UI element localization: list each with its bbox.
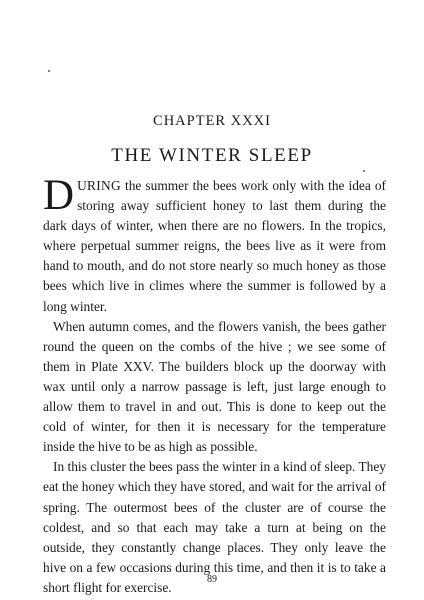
- page-number: 89: [207, 574, 217, 585]
- chapter-title: THE WINTER SLEEP: [111, 145, 313, 166]
- paragraph-1: [43, 172, 386, 317]
- paper-speck: [363, 170, 365, 172]
- chapter-label: CHAPTER XXXI: [153, 113, 271, 129]
- chapter-body: [43, 172, 386, 598]
- paragraph-2: [43, 317, 386, 458]
- paragraph-1-text: the summer the bees work only with the idea of storing away sufficient honey to last them during the dark days of winter, when there are no flowers. In the tropics, where perpetual summer reigns, the bees live as it were from hand to mouth, and do not store nearly so much honey as those bees which live in climes where the summer is followed by a long winter.: [43, 178, 386, 314]
- paragraph-2-text: When autumn comes, and the flowers vanish, the bees gather round the queen on the combs of the hive ; we see some of them in Plate XXV. The builders block up the doorway with wax until only a narrow passage is left, just large enough to allow them to travel in and out. This is done to keep out the cold of winter, for then it is necessary for the temperature inside the hive to be as high as possible.: [43, 318, 386, 455]
- drop-cap: D: [43, 172, 75, 219]
- paragraph-3-text: In this cluster the bees pass the winter in a kind of sleep. They eat the honey which they have stored, and wait for the arrival of spring. The outermost bees of the cluster are of course the coldest, and so that each may take a turn at being on the outside, they constantly change places. They only leave the hive on a few occasions during this time, and then it is to take a short flight for exercise.: [43, 459, 386, 595]
- first-word: URING: [77, 178, 121, 193]
- paper-speck: [48, 70, 50, 72]
